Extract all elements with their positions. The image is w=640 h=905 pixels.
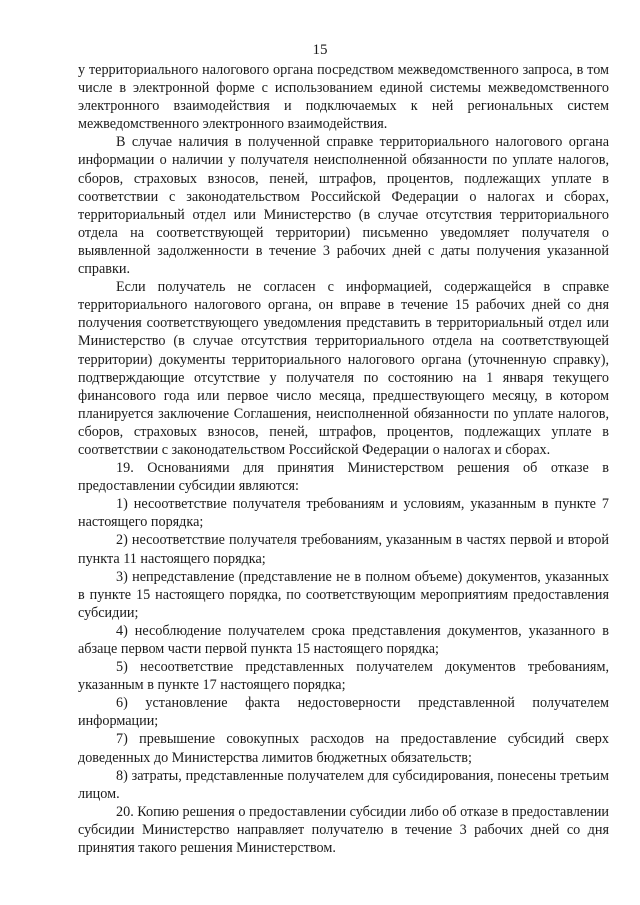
list-item-4: 4) несоблюдение получателем срока представления документов, указанного в абзаце первом части первой пункта 15 настоящего порядка; [78, 622, 609, 657]
body-text [78, 61, 609, 857]
list-item-8: 8) затраты, представленные получателем для субсидирования, понесены третьим лицом. [78, 767, 609, 802]
page-number: 15 [312, 42, 328, 58]
list-item-7: 7) превышение совокупных расходов на предоставление субсидий сверх доведенных до Министерства лимитов бюджетных обязательств; [78, 731, 609, 766]
paragraph-continuation: у территориального налогового органа посредством межведомственного запроса, в том числе в электронной форме с использованием единой системы межведомственного электронного взаимодействия и подключаемых к ней региональных систем межведомственного электронного взаимодействия. [78, 62, 609, 133]
list-item-2: 2) несоответствие получателя требованиям, указанным в частях первой и второй пункта 11 настоящего порядка; [78, 532, 609, 567]
clause-20: 20. Копию решения о предоставлении субсидии либо об отказе в предоставлении субсидии Министерство направляет получателю в течение 3 рабочих дней со дня принятия такого решения Министерством. [78, 803, 609, 857]
list-item-1: 1) несоответствие получателя требованиям и условиям, указанным в пункте 7 настоящего порядка; [78, 496, 609, 531]
paragraph-tax-debt-notice: В случае наличия в полученной справке территориального налогового органа информации о наличии у получателя неисполненной обязанности по уплате налогов, сборов, страховых взносов, пеней, штрафов, процентов, подлежащих уплате в соответствии с законодательством Российской Федерации о налогах и сборах, территориальный отдел или Министерство (в случае отсутствия территориального отдела на соответствующей территории) письменно уведомляет получателя о выявленной задолженности в течение 3 рабочих дней с даты получения указанной справки. [78, 134, 609, 278]
list-item-5: 5) несоответствие представленных получателем документов требованиям, указанным в пункте 17 настоящего порядка; [78, 659, 609, 694]
paragraph-disagreement: Если получатель не согласен с информацией, содержащейся в справке территориального налогового органа, он вправе в течение 15 рабочих дней со дня получения соответствующего уведомления представить в территориальный отдел или Министерство (в случае отсутствия территориального отдела на соответствующей территории) документы территориального налогового органа (уточненную справку), подтверждающие отсутствие у получателя по состоянию на 1 января текущего финансового года или первое число месяца, предшествующего месяцу, в котором планируется заключение Соглашения, неисполненной обязанности по уплате налогов, сборов, страховых взносов, пеней, штрафов, процентов, подлежащих уплате в соответствии с законодательством Российской Федерации о налогах и сборах. [78, 279, 609, 458]
clause-19-heading: 19. Основаниями для принятия Министерством решения об отказе в предоставлении субсидии являются: [78, 460, 609, 495]
list-item-3: 3) непредставление (представление не в полном объеме) документов, указанных в пункте 15 настоящего порядка, по соответствующим мероприятиям предоставления субсидии; [78, 568, 609, 621]
list-item-6: 6) установление факта недостоверности представленной получателем информации; [78, 695, 609, 730]
